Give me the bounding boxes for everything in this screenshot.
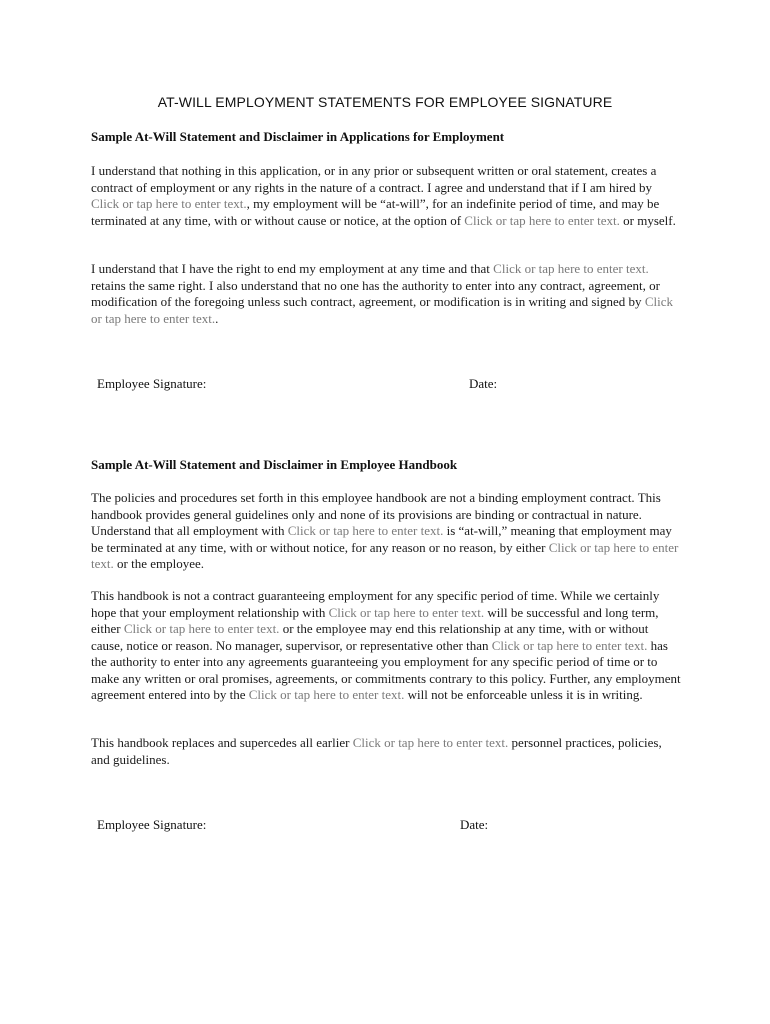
placeholder-field-signer[interactable]: Click or tap here to enter text. [91,294,673,326]
text-run: will not be enforceable unless it is in writing. [404,687,643,702]
text-run: . [215,310,219,326]
paragraph-right-to-end [91,261,683,327]
placeholder-field-employer[interactable]: Click or tap here to enter text. [328,604,485,620]
employee-signature-label: Employee Signature: [97,817,207,832]
paragraph-handbook-policies [91,490,683,573]
employee-signature-label: Employee Signature: [97,376,207,391]
paragraph-handbook-replaces [91,735,683,768]
section-heading-applications: Sample At-Will Statement and Disclaimer in Applications for Employment [91,129,505,144]
text-run: I understand that I have the right to end my employment at any time and that [91,261,494,276]
placeholder-field-employer[interactable]: Click or tap here to enter text. [464,212,620,228]
section-heading-handbook: Sample At-Will Statement and Disclaimer in Employee Handbook [91,457,458,472]
text-run: , my employment will be “at-will”, for an indefinite period of time, and may be terminated at any time, with or without cause or notice, at the option of [91,196,660,228]
placeholder-field-employer[interactable]: Click or tap here to enter text. [287,523,444,538]
page-title: AT-WILL EMPLOYMENT STATEMENTS FOR EMPLOYEE SIGNATURE [157,94,613,110]
placeholder-field-employer[interactable]: Click or tap here to enter text. [493,261,649,276]
text-run: The policies and procedures set forth in this employee handbook are not a binding employment contract. This handbook provides general guidelines only and none of its provisions are binding or contractual in nature. Understand that all employment with [91,490,661,538]
placeholder-field-employer[interactable]: Click or tap here to enter text. [91,196,247,211]
text-run: This handbook is not a contract guaranteeing employment for any specific period of time. While we certainly hope that your employment relationship with [91,588,660,620]
date-label: Date: [469,376,498,391]
placeholder-field-authority[interactable]: Click or tap here to enter text. [248,687,405,702]
text-run: or myself. [619,212,676,228]
placeholder-field-employer[interactable]: Click or tap here to enter text. [91,539,679,571]
text-run: is “at-will,” meaning that employment may be terminated at any time, with or without notice, for any reason or no reason, by either [91,523,672,555]
text-run: or the employee may end this relationship at any time, with or without cause, notice or reason. No manager, supervisor, or representative other than [91,621,649,653]
date-label: Date: [460,817,489,832]
text-run: retains the same right. I also understand that no one has the authority to enter into any contract, agreement, or modification of the foregoing unless such contract, agreement, or modification is in writing and signed by [91,277,660,309]
text-run: has the authority to enter into any agreements guaranteeing you employment for any specific period of time or to make any written or oral promises, agreements, or commitments contrary to this policy. Further, any employment agreement entered into by the [91,637,681,702]
text-run: This handbook replaces and supercedes all earlier [91,735,353,750]
placeholder-field-employer[interactable]: Click or tap here to enter text. [123,621,280,636]
placeholder-field-employer[interactable]: Click or tap here to enter text. [352,735,509,750]
text-run: will be successful and long term, either [91,604,659,636]
paragraph-application-statement [91,163,683,229]
text-run: I understand that nothing in this application, or in any prior or subsequent written or oral statement, creates a contract of employment or any rights in the nature of a contract. I agree and understand that if I am hired by [91,163,657,195]
text-run: personnel practices, policies, and guidelines. [91,735,662,767]
paragraph-handbook-not-contract [91,588,683,704]
placeholder-field-representative[interactable]: Click or tap here to enter text. [491,637,648,653]
text-run: or the employee. [113,556,204,571]
